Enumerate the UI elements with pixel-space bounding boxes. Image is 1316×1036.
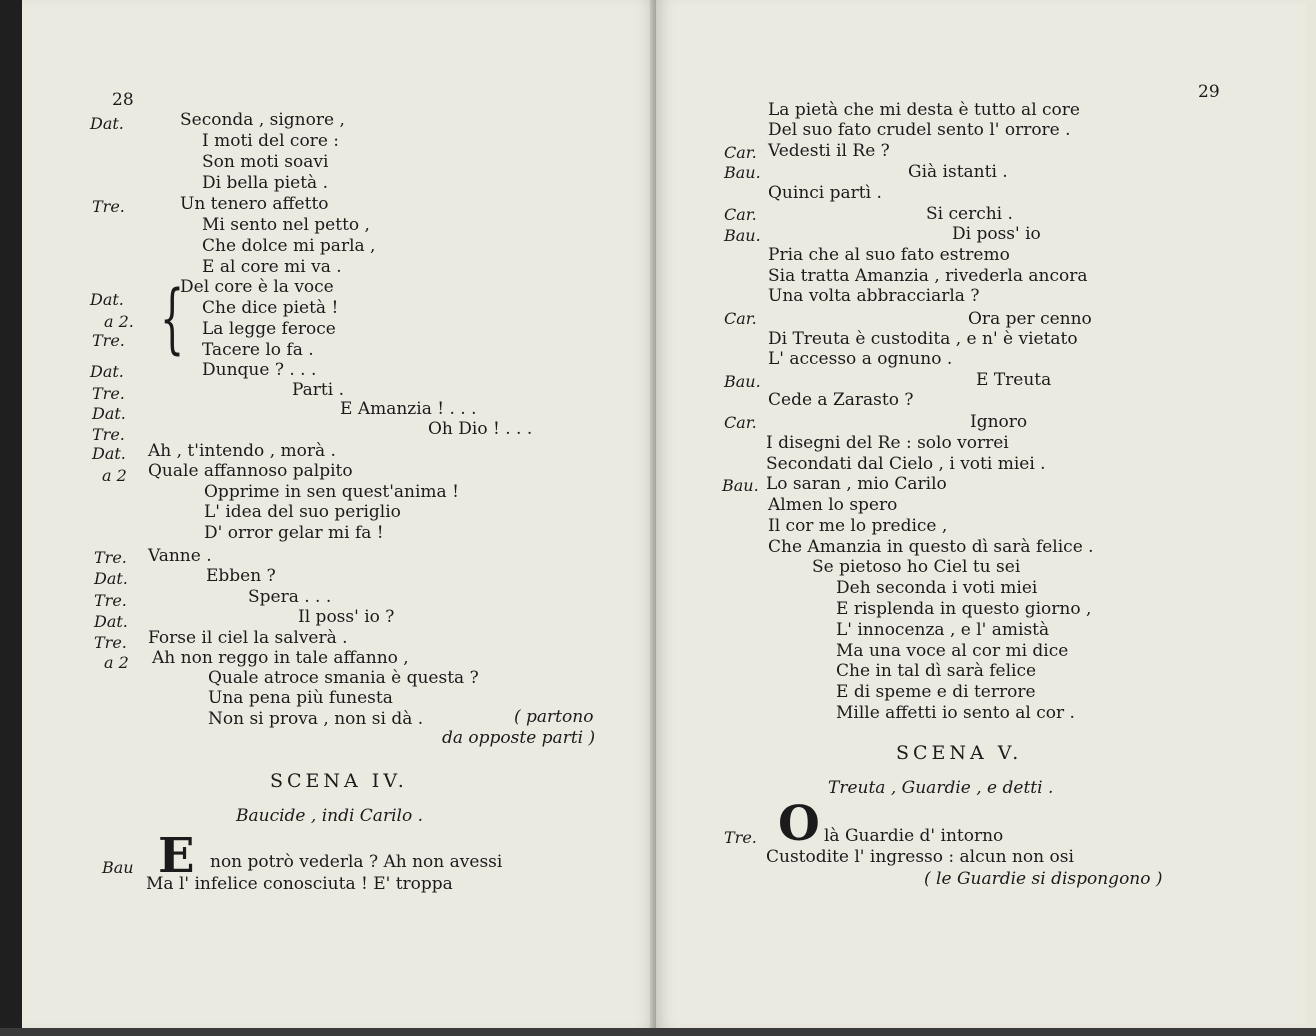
verse-line: Un tenero affetto — [180, 194, 329, 214]
verse-line: Che dice pietà ! — [202, 298, 339, 318]
right-page — [656, 0, 1306, 1028]
verse-line: L' accesso a ognuno . — [768, 349, 953, 369]
speaker-label: a 2. — [104, 312, 134, 331]
speaker-label: Tre. — [92, 331, 125, 350]
verse-line: Mille affetti io sento al cor . — [836, 703, 1075, 723]
verse-line: Cede a Zarasto ? — [768, 390, 914, 410]
verse-line: Del suo fato crudel sento l' orrore . — [768, 120, 1071, 140]
verse-line: La legge feroce — [202, 319, 336, 339]
speaker-label: Car. — [724, 143, 757, 162]
verse-line: Il poss' io ? — [298, 607, 395, 627]
verse-line: Quinci partì . — [768, 183, 882, 203]
speaker-label: Dat. — [90, 114, 124, 133]
stage-direction: da opposte parti ) — [442, 728, 596, 748]
verse-line: Se pietoso ho Ciel tu sei — [812, 557, 1021, 577]
speaker-label: Bau — [102, 858, 134, 877]
verse-line: Di Treuta è custodita , e n' è vietato — [768, 329, 1078, 349]
verse-line: Custodite l' ingresso : alcun non osi — [766, 847, 1074, 867]
verse-line: Son moti soavi — [202, 152, 329, 172]
verse-line: Almen lo spero — [768, 495, 898, 515]
verse-line: Ma l' infelice conosciuta ! E' troppa — [146, 874, 453, 894]
scene-characters: Baucide , indi Carilo . — [236, 806, 423, 826]
speaker-label: Tre. — [92, 197, 125, 216]
verse-line: Mi sento nel petto , — [202, 215, 370, 235]
verse-line: I disegni del Re : solo vorrei — [766, 433, 1009, 453]
verse-line: L' idea del suo periglio — [204, 502, 401, 522]
verse-line: E al core mi va . — [202, 257, 342, 277]
verse-line: Sia tratta Amanzia , rivederla ancora — [768, 266, 1088, 286]
speaker-label: Car. — [724, 413, 757, 432]
stage-direction: ( partono — [514, 707, 594, 727]
speaker-label: a 2 — [104, 653, 129, 672]
speaker-label: Car. — [724, 309, 757, 328]
scene-heading: SCENA IV. — [270, 770, 408, 792]
verse-line: Una volta abbracciarla ? — [768, 286, 980, 306]
verse-line: E Treuta — [976, 370, 1052, 390]
verse-line: La pietà che mi desta è tutto al core — [768, 100, 1080, 120]
verse-line: D' orror gelar mi fa ! — [204, 523, 384, 543]
verse-line: Tacere lo fa . — [202, 340, 314, 360]
verse-line: E Amanzia ! . . . — [340, 399, 477, 419]
verse-line: Ah , t'intendo , morà . — [148, 441, 336, 461]
verse-line: I moti del core : — [202, 131, 340, 151]
verse-line: Dunque ? . . . — [202, 360, 317, 380]
stage-direction: ( le Guardie si dispongono ) — [924, 869, 1163, 889]
verse-line: Ah non reggo in tale affanno , — [152, 648, 409, 668]
verse-line: Opprime in sen quest'anima ! — [204, 482, 459, 502]
verse-line: Quale atroce smania è questa ? — [208, 668, 479, 688]
drop-cap: E — [158, 828, 195, 884]
verse-line: Ma una voce al cor mi dice — [836, 641, 1069, 661]
book-edge-bottom — [0, 1028, 1316, 1036]
speaker-label: Dat. — [90, 362, 124, 381]
speaker-label: Tre. — [94, 548, 127, 567]
verse-line: Di poss' io — [952, 224, 1041, 244]
verse-line: Si cerchi . — [926, 204, 1013, 224]
speaker-label: Dat. — [94, 569, 128, 588]
verse-line: Ora per cenno — [968, 309, 1092, 329]
verse-line: Del core è la voce — [180, 277, 334, 297]
verse-line: Già istanti . — [908, 162, 1008, 182]
verse-line: Secondati dal Cielo , i voti miei . — [766, 454, 1046, 474]
speaker-label: Dat. — [92, 404, 126, 423]
brace: { — [160, 273, 185, 362]
verse-line: Spera . . . — [248, 587, 332, 607]
verse-line: non potrò vederla ? Ah non avessi — [210, 852, 503, 872]
verse-line: là Guardie d' intorno — [824, 826, 1004, 846]
speaker-label: Bau. — [724, 163, 761, 182]
verse-line: Pria che al suo fato estremo — [768, 245, 1010, 265]
verse-line: Il cor me lo predice , — [768, 516, 948, 536]
page-number: 28 — [112, 90, 134, 110]
speaker-label: Tre. — [724, 828, 757, 847]
speaker-label: Tre. — [92, 425, 125, 444]
book-edge — [0, 0, 22, 1036]
verse-line: Lo saran , mio Carilo — [766, 474, 947, 494]
speaker-label: Bau. — [724, 372, 761, 391]
verse-line: Che in tal dì sarà felice — [836, 661, 1037, 681]
scene-characters: Treuta , Guardie , e detti . — [828, 778, 1054, 798]
verse-line: Parti . — [292, 380, 345, 400]
verse-line: Seconda , signore , — [180, 110, 345, 130]
verse-line: Non si prova , non si dà . — [208, 709, 424, 729]
scene-heading: SCENA V. — [896, 742, 1023, 764]
verse-line: Di bella pietà . — [202, 173, 328, 193]
verse-line: Oh Dio ! . . . — [428, 419, 533, 439]
speaker-label: Tre. — [92, 384, 125, 403]
verse-line: Forse il ciel la salverà . — [148, 628, 348, 648]
verse-line: Deh seconda i voti miei — [836, 578, 1038, 598]
page-number: 29 — [1198, 82, 1220, 102]
verse-line: Ebben ? — [206, 566, 276, 586]
verse-line: Quale affannoso palpito — [148, 461, 353, 481]
verse-line: Che dolce mi parla , — [202, 236, 376, 256]
speaker-label: Dat. — [90, 290, 124, 309]
speaker-label: Tre. — [94, 633, 127, 652]
speaker-label: a 2 — [102, 466, 127, 485]
left-page — [22, 0, 656, 1028]
verse-line: Vanne . — [148, 546, 212, 566]
speaker-label: Bau. — [724, 226, 761, 245]
verse-line: E di speme e di terrore — [836, 682, 1036, 702]
speaker-label: Car. — [724, 205, 757, 224]
verse-line: L' innocenza , e l' amistà — [836, 620, 1050, 640]
verse-line: Ignoro — [970, 412, 1028, 432]
speaker-label: Dat. — [94, 612, 128, 631]
speaker-label: Tre. — [94, 591, 127, 610]
verse-line: Una pena più funesta — [208, 688, 393, 708]
verse-line: Che Amanzia in questo dì sarà felice . — [768, 537, 1094, 557]
speaker-label: Bau. — [722, 476, 759, 495]
verse-line: Vedesti il Re ? — [768, 141, 890, 161]
speaker-label: Dat. — [92, 444, 126, 463]
drop-cap: O — [778, 796, 820, 852]
verse-line: E risplenda in questo giorno , — [836, 599, 1092, 619]
